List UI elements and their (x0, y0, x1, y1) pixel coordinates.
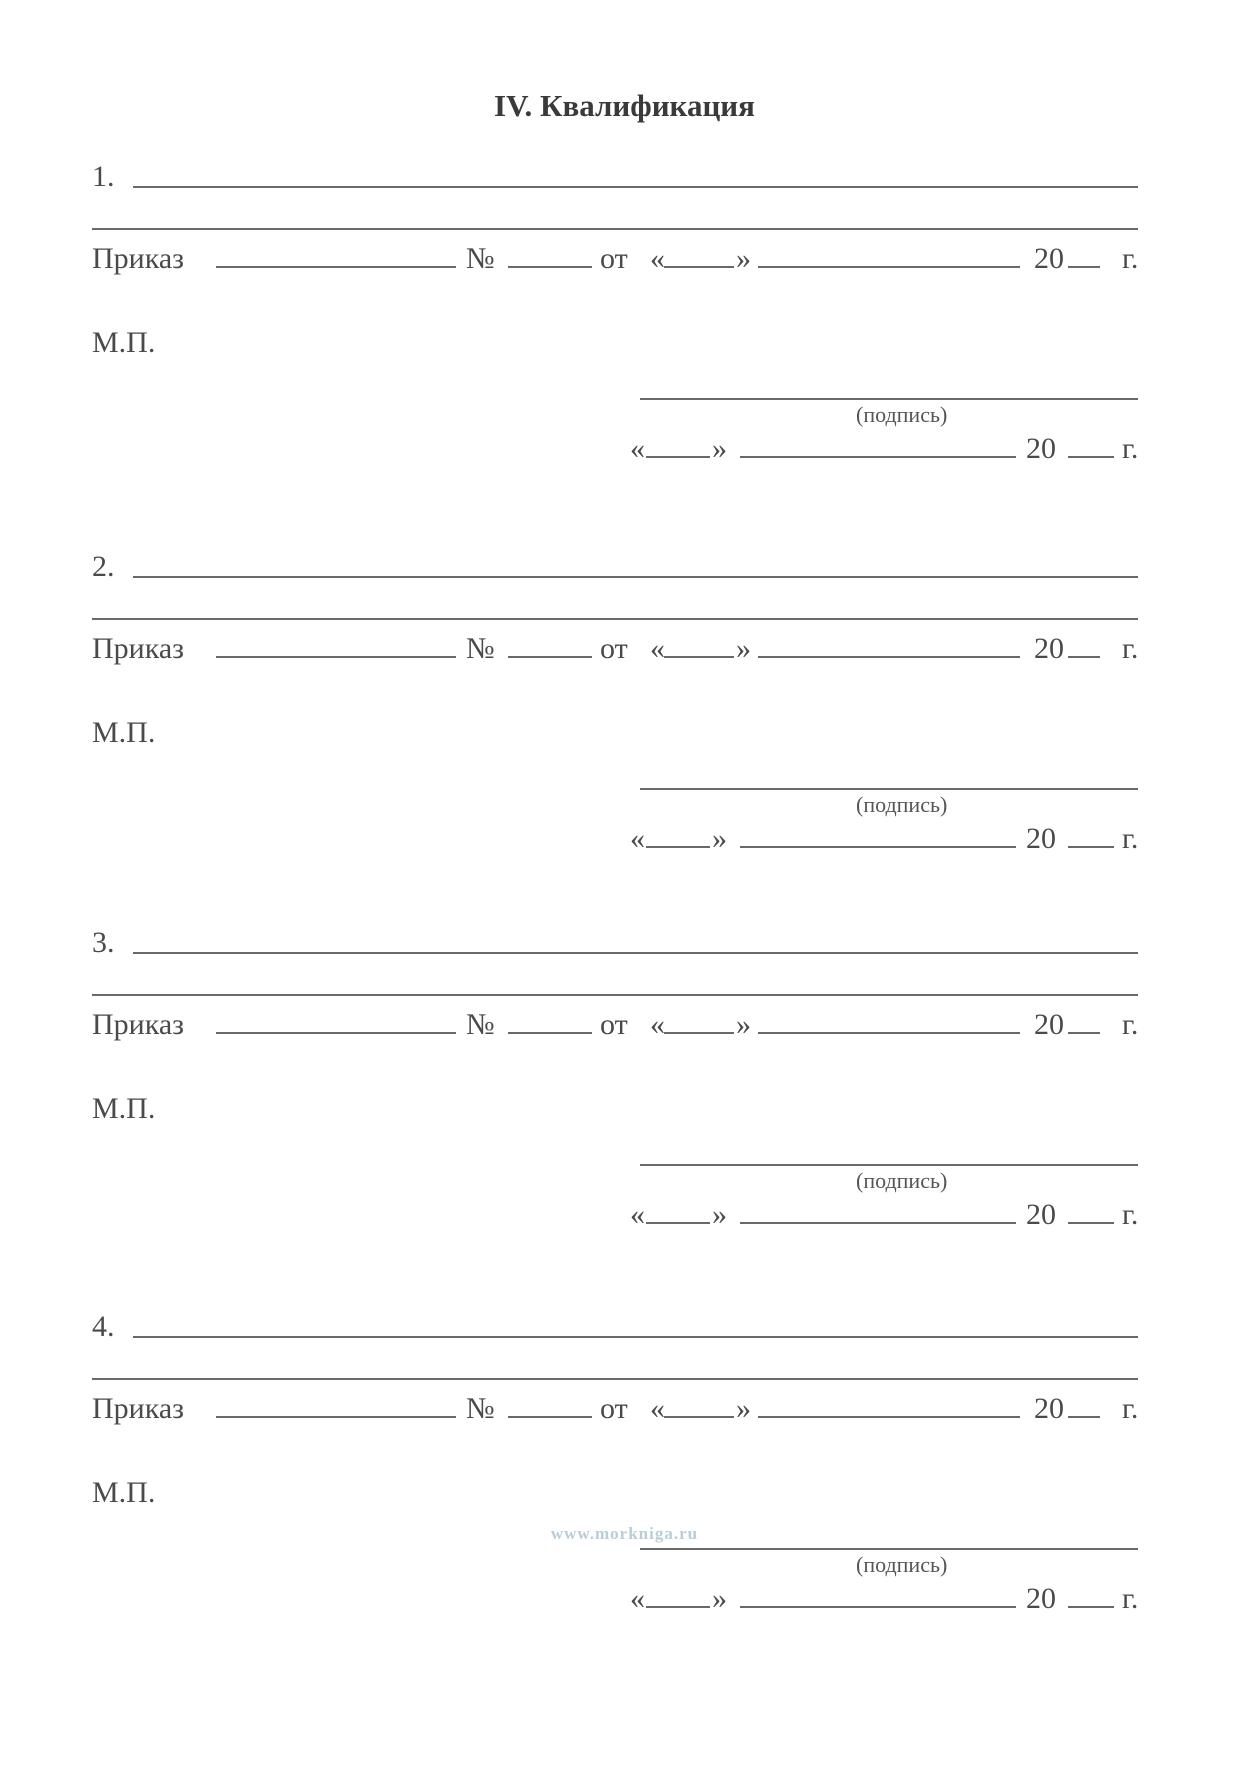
watermark: www.morkniga.ru (550, 1524, 699, 1543)
year-suffix: г. (1122, 632, 1139, 665)
sign-quote-close: » (712, 822, 727, 855)
sign-quote-open: « (630, 432, 645, 465)
quote-close: » (736, 632, 751, 665)
sign-year-field[interactable] (1068, 1222, 1114, 1224)
sign-year-suffix: г. (1122, 1582, 1139, 1615)
signature-line[interactable] (640, 788, 1138, 790)
signature-caption: (подпись) (856, 402, 948, 427)
sign-day-field[interactable] (646, 456, 710, 458)
entry-text-line[interactable] (133, 186, 1138, 188)
sign-quote-open: « (630, 1198, 645, 1231)
signature-caption: (подпись) (856, 1552, 948, 1577)
order-year-field[interactable] (1068, 1416, 1100, 1418)
order-month-field[interactable] (758, 1416, 1020, 1418)
entry-text-line[interactable] (133, 576, 1138, 578)
sign-year-prefix: 20 (1026, 1582, 1056, 1615)
sign-year-suffix: г. (1122, 1198, 1139, 1231)
order-year-field[interactable] (1068, 266, 1100, 268)
from-label: от (600, 242, 628, 275)
sign-year-prefix: 20 (1026, 432, 1056, 465)
from-label: от (600, 1008, 628, 1041)
order-label: Приказ (92, 242, 185, 275)
year-prefix: 20 (1034, 242, 1064, 275)
stamp-place-label: М.П. (92, 716, 156, 749)
sign-year-prefix: 20 (1026, 822, 1056, 855)
sign-year-suffix: г. (1122, 432, 1139, 465)
qualification-entry-4 (0, 1312, 1249, 1692)
sign-day-field[interactable] (646, 846, 710, 848)
number-sign: № (466, 1008, 495, 1041)
order-year-field[interactable] (1068, 656, 1100, 658)
number-sign: № (466, 632, 495, 665)
sign-quote-open: « (630, 1582, 645, 1615)
order-number-field[interactable] (508, 656, 592, 658)
order-label: Приказ (92, 632, 185, 665)
sign-year-suffix: г. (1122, 822, 1139, 855)
quote-close: » (736, 1392, 751, 1425)
entry-number: 1. (92, 160, 115, 193)
sign-year-field[interactable] (1068, 456, 1114, 458)
qualification-entry-2 (0, 552, 1249, 932)
order-number-field[interactable] (508, 266, 592, 268)
sign-day-field[interactable] (646, 1606, 710, 1608)
quote-open: « (650, 1008, 665, 1041)
sign-quote-open: « (630, 822, 645, 855)
quote-close: » (736, 1008, 751, 1041)
sign-year-prefix: 20 (1026, 1198, 1056, 1231)
sign-month-field[interactable] (740, 1222, 1016, 1224)
sign-quote-close: » (712, 432, 727, 465)
quote-open: « (650, 632, 665, 665)
year-prefix: 20 (1034, 1008, 1064, 1041)
sign-month-field[interactable] (740, 846, 1016, 848)
signature-line[interactable] (640, 1548, 1138, 1550)
order-issuer-field[interactable] (216, 1032, 456, 1034)
qualification-entry-1 (0, 162, 1249, 542)
signature-caption: (подпись) (856, 1168, 948, 1193)
entry-number: 4. (92, 1310, 115, 1343)
entry-text-line-2[interactable] (92, 1378, 1138, 1380)
sign-day-field[interactable] (646, 1222, 710, 1224)
quote-close: » (736, 242, 751, 275)
year-suffix: г. (1122, 1008, 1139, 1041)
order-month-field[interactable] (758, 656, 1020, 658)
from-label: от (600, 1392, 628, 1425)
order-month-field[interactable] (758, 266, 1020, 268)
year-suffix: г. (1122, 1392, 1139, 1425)
number-sign: № (466, 242, 495, 275)
sign-month-field[interactable] (740, 456, 1016, 458)
stamp-place-label: М.П. (92, 1476, 156, 1509)
signature-line[interactable] (640, 398, 1138, 400)
year-prefix: 20 (1034, 1392, 1064, 1425)
order-number-field[interactable] (508, 1416, 592, 1418)
order-number-field[interactable] (508, 1032, 592, 1034)
sign-quote-close: » (712, 1582, 727, 1615)
number-sign: № (466, 1392, 495, 1425)
order-label: Приказ (92, 1008, 185, 1041)
entry-text-line-2[interactable] (92, 228, 1138, 230)
order-day-field[interactable] (664, 1416, 734, 1418)
qualification-entry-3 (0, 928, 1249, 1308)
quote-open: « (650, 242, 665, 275)
year-suffix: г. (1122, 242, 1139, 275)
entry-text-line-2[interactable] (92, 994, 1138, 996)
order-issuer-field[interactable] (216, 1416, 456, 1418)
entry-number: 3. (92, 926, 115, 959)
year-prefix: 20 (1034, 632, 1064, 665)
entry-text-line[interactable] (133, 1336, 1138, 1338)
signature-caption: (подпись) (856, 792, 948, 817)
quote-open: « (650, 1392, 665, 1425)
sign-month-field[interactable] (740, 1606, 1016, 1608)
order-month-field[interactable] (758, 1032, 1020, 1034)
signature-line[interactable] (640, 1164, 1138, 1166)
order-issuer-field[interactable] (216, 656, 456, 658)
order-issuer-field[interactable] (216, 266, 456, 268)
sign-year-field[interactable] (1068, 846, 1114, 848)
stamp-place-label: М.П. (92, 1092, 156, 1125)
sign-quote-close: » (712, 1198, 727, 1231)
sign-year-field[interactable] (1068, 1606, 1114, 1608)
order-label: Приказ (92, 1392, 185, 1425)
entry-text-line-2[interactable] (92, 618, 1138, 620)
section-title: IV. Квалификация (494, 88, 755, 123)
order-year-field[interactable] (1068, 1032, 1100, 1034)
order-day-field[interactable] (664, 656, 734, 658)
from-label: от (600, 632, 628, 665)
order-day-field[interactable] (664, 266, 734, 268)
entry-text-line[interactable] (133, 952, 1138, 954)
stamp-place-label: М.П. (92, 326, 156, 359)
order-day-field[interactable] (664, 1032, 734, 1034)
entry-number: 2. (92, 550, 115, 583)
